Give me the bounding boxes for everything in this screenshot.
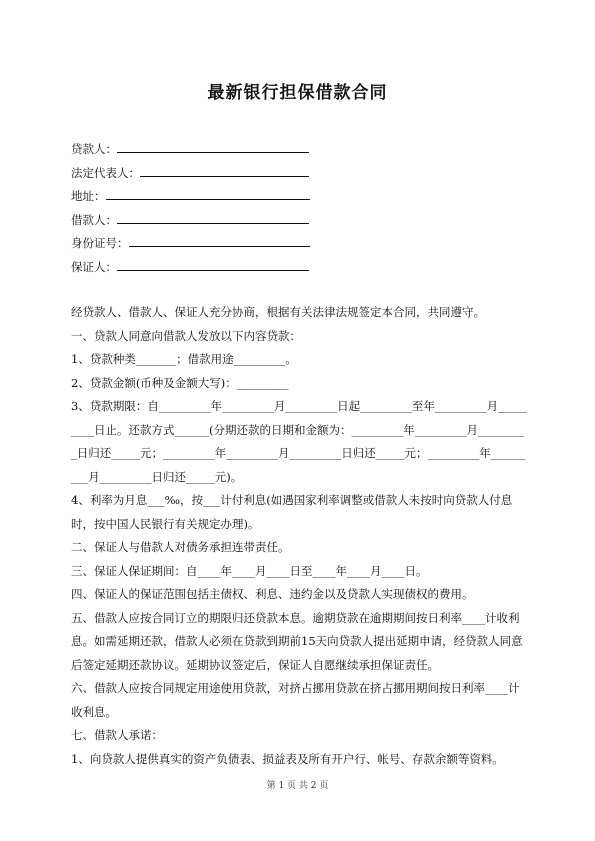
clause-1-4: 4、利率为月息___‰，按___计付利息(如遇国家利率调整或借款人未按时向贷款人付息时，按中国人民银行有关规定办理)。 — [71, 493, 513, 531]
clause-7-1: 1、向贷款人提供真实的资产负债表、损益表及所有开户行、帐号、存款余额等资料。 — [71, 751, 504, 766]
guarantor-field — [71, 259, 310, 283]
address-label: 地址： — [71, 189, 106, 204]
guarantor-blank-line[interactable] — [117, 259, 309, 271]
borrower-label: 借款人： — [71, 212, 117, 227]
id-number-blank-line[interactable] — [129, 235, 310, 247]
id-number-label: 身份证号： — [71, 236, 129, 251]
clause-1-1: 1、贷款种类_______；借款用途_________。 — [71, 352, 297, 366]
legal-rep-label: 法定代表人： — [71, 165, 140, 180]
section-5: 五、借款人应按合同订立的期限归还贷款本息。逾期贷款在逾期期间按日利率____计收利息。如需延期还款，借款人必须在贷款到期前15天向贷款人提出延期申请，经贷款人同意后签定延期还款协议。延期协议签定后，保证人自愿继续承担保证责任。 — [71, 610, 523, 672]
section-7-heading: 七、借款人承诺： — [71, 728, 163, 742]
section-3: 三、保证人保证期间：自____年____月____日至____年____月____日。 — [71, 563, 428, 578]
address-blank-line[interactable] — [106, 188, 310, 200]
section-2: 二、保证人与借款人对债务承担连带责任。 — [71, 540, 290, 554]
page-footer: 第 1 页 共 2 页 — [266, 781, 329, 791]
borrower-field — [71, 212, 310, 236]
id-number-field — [71, 235, 310, 259]
section-6: 六、借款人应按合同规定用途使用贷款，对挤占挪用贷款在挤占挪用期间按日利率____计收利息。 — [71, 681, 520, 719]
clause-1-2: 2、贷款金额(币种及金额大写)：_________ — [71, 375, 289, 390]
lender-field — [71, 141, 310, 165]
lender-label: 贷款人： — [71, 142, 117, 156]
intro-paragraph: 经贷款人、借款人、保证人充分协商，根据有关法律法规签定本合同，共同遵守。 — [71, 305, 485, 319]
section-4: 四、保证人的保证范围包括主债权、利息、违约金以及贷款人实现债权的费用。 — [71, 587, 474, 601]
address-field — [71, 188, 310, 212]
document-title: 最新银行担保借款合同 — [207, 83, 388, 103]
guarantor-label: 保证人： — [71, 259, 117, 274]
party-fields — [71, 141, 310, 283]
contract-body — [71, 301, 527, 771]
borrower-blank-line[interactable] — [117, 212, 309, 224]
lender-blank-line[interactable] — [117, 141, 309, 153]
clause-1-3: 3、贷款期限：自_________年_________月_________日起_________至年_________月_________日止。还款方式______(分期还款的日期和金额为：_________年_________月_________日归还_____元；_________年_________月_________日归还_____元；_________年_________月_________日归还_____元)。 — [71, 399, 527, 484]
section-1-heading: 一、贷款人同意向借款人发放以下内容贷款： — [71, 328, 301, 343]
legal-rep-blank-line[interactable] — [140, 165, 309, 177]
legal-rep-field — [71, 165, 310, 189]
